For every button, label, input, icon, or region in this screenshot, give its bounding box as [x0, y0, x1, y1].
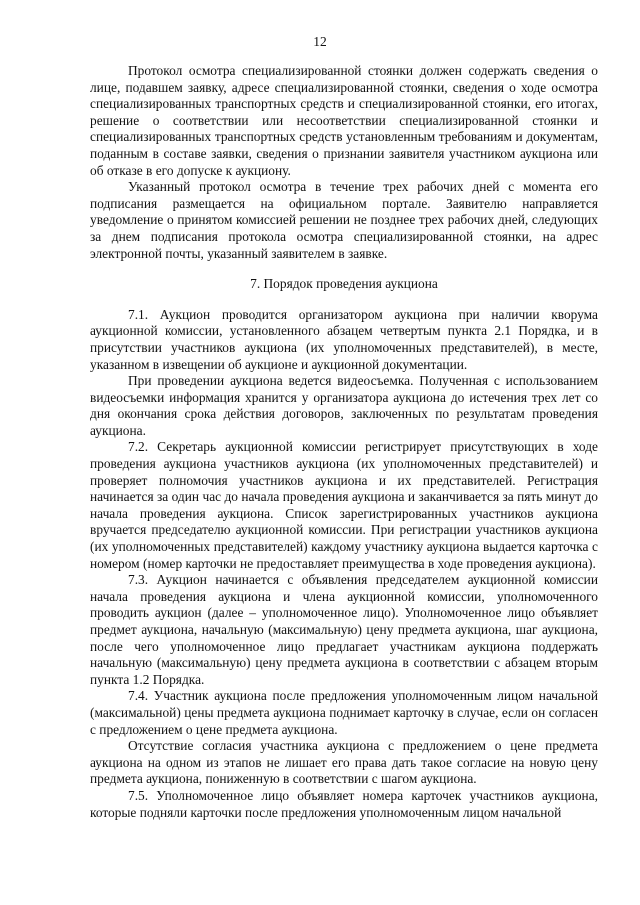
document-body: [90, 63, 598, 821]
paragraph: При проведении аукциона ведется видеосъемка. Полученная с использованием видеосъемки информация хранится у организатора аукциона до истечения трех лет со дня окончания срока действия договоров, заключенных по результатам проведения аукциона.: [90, 373, 598, 438]
paragraph: 7.3. Аукцион начинается с объявления председателем аукционной комиссии начала проведения аукциона и члена аукционной комиссии, уполномоченного проводить аукцион (далее – уполномоченное лицо). Уполномоченное лицо объявляет предмет аукциона, начальную (максимальную) цену предмета аукциона, шаг аукциона, после чего уполномоченное лицо предлагает участникам аукциона поддержать начальную (максимальную) цену предмета аукциона в соответствии с абзацем вторым пункта 1.2 Порядка.: [90, 572, 598, 687]
paragraph: 7.2. Секретарь аукционной комиссии регистрирует присутствующих в ходе проведения аукциона участников аукциона (их уполномоченных представителей) и проверяет полномочия участников аукциона и их представителей. Регистрация начинается за один час до начала проведения аукциона и заканчивается за пять минут до начала проведения аукциона. Список зарегистрированных участников аукциона вручается председателю аукционной комиссии. При регистрации участников аукциона (их уполномоченных представителей) каждому участнику аукциона выдается карточка с номером (номер карточки не предоставляет преимущества в ходе проведения аукциона).: [90, 439, 598, 571]
paragraph: 7.1. Аукцион проводится организатором аукциона при наличии кворума аукционной комиссии, установленного абзацем четвертым пункта 2.1 Порядка, и в присутствии участников аукциона (их уполномоченных представителей), в месте, указанном в извещении об аукционе и аукционной документации.: [90, 306, 598, 372]
paragraph: Указанный протокол осмотра в течение трех рабочих дней с момента его подписания размещается на официальном портале. Заявителю направляется уведомление о принятом комиссией решении не позднее трех рабочих дней, следующих за днем подписания протокола осмотра специализированной стоянки, на адрес электронной почты, указанный заявителем в заявке.: [90, 179, 598, 261]
paragraph: Протокол осмотра специализированной стоянки должен содержать сведения о лице, подавшем заявку, адресе специализированной стоянки, сведения о ходе осмотра специализированных транспортных средств и специализированной стоянки, его итогах, решение о соответствии или несоответствии специализированной стоянки и специализированных транспортных средств установленным требованиям и документам, поданным в составе заявки, сведения о признании заявителя участником аукциона или об отказе в его допуске к аукциону.: [90, 63, 598, 178]
section-heading: 7. Порядок проведения аукциона: [250, 276, 438, 292]
page-number: 12: [313, 34, 327, 49]
paragraph: 7.4. Участник аукциона после предложения уполномоченным лицом начальной (максимальной) цены предмета аукциона поднимает карточку в случае, если он согласен с предложением о цене предмета аукциона.: [90, 688, 598, 737]
paragraph: Отсутствие согласия участника аукциона с предложением о цене предмета аукциона на одном из этапов не лишает его права дать такое согласие на новую цену предмета аукциона, пониженную в соответствии с шагом аукциона.: [90, 738, 598, 787]
paragraph: 7.5. Уполномоченное лицо объявляет номера карточек участников аукциона, которые подняли карточки после предложения уполномоченным лицом начальной: [90, 787, 598, 820]
